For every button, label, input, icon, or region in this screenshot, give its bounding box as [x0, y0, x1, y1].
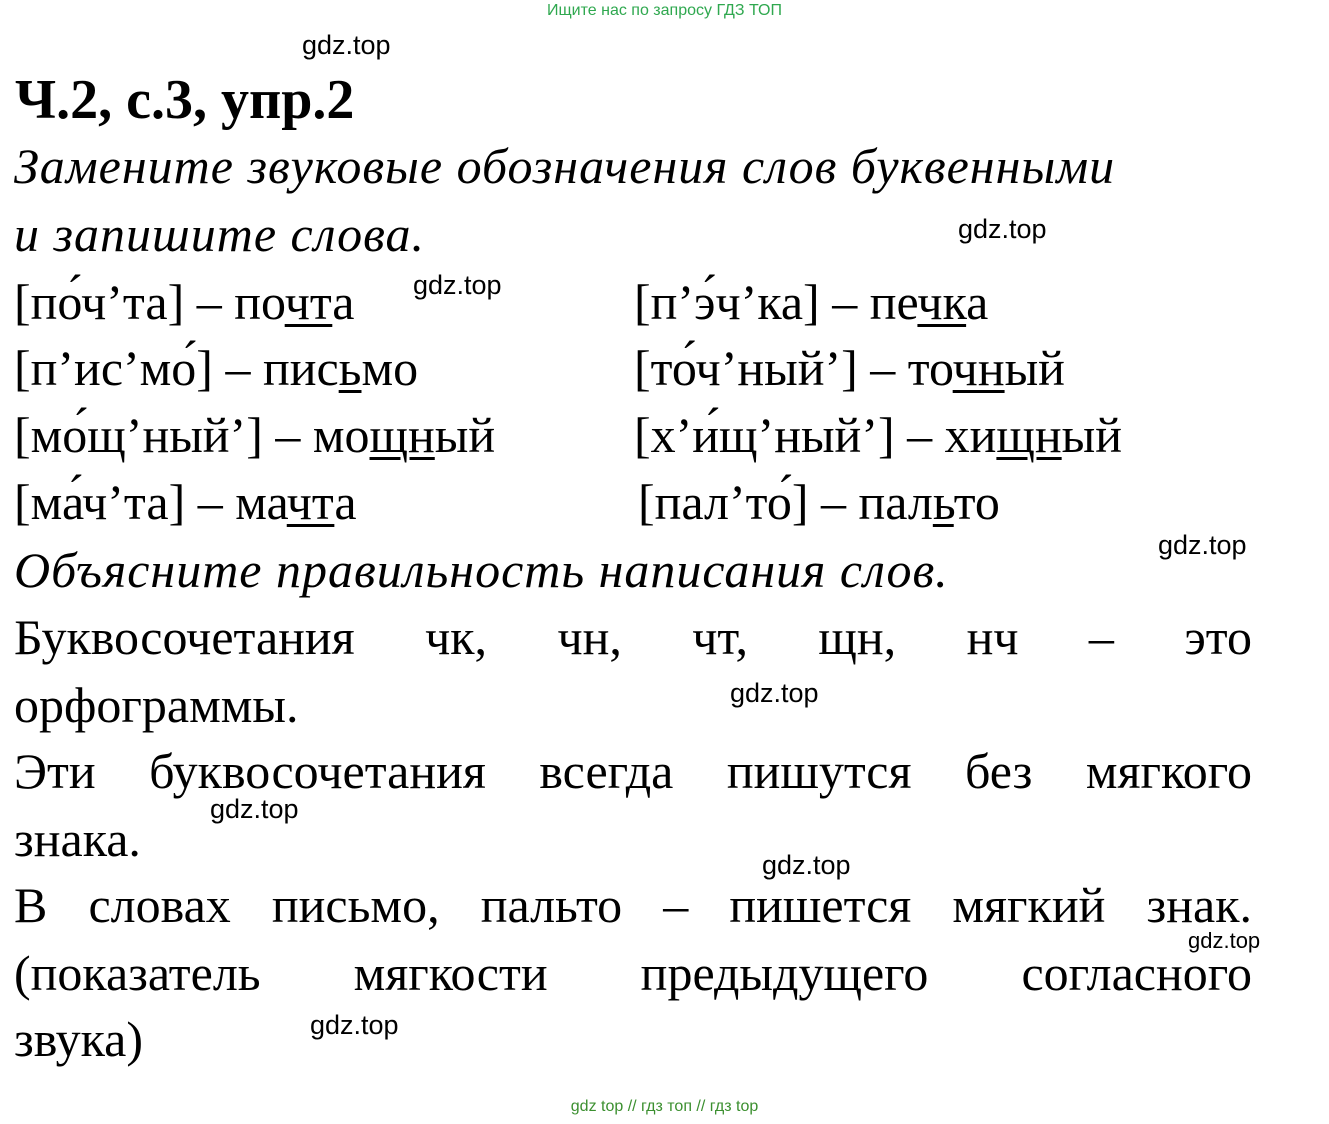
- word-pair-right-1: [634, 272, 988, 332]
- transcription: [по́ч’та]: [14, 274, 185, 330]
- answer-line: (показатель мягкости предыдущего согласного: [14, 945, 1252, 1001]
- word-pair-left-2: [14, 338, 418, 398]
- word-pair-left-4: [14, 472, 357, 532]
- dash: –: [820, 474, 846, 530]
- task-instruction-line: Объясните правильность написания слов.: [14, 542, 949, 598]
- transcription: [мо́щ’ный’]: [14, 407, 263, 463]
- watermark: gdz.top: [730, 678, 819, 708]
- dash: –: [196, 274, 222, 330]
- spelling-underline: щн: [996, 407, 1062, 463]
- word: мачта: [235, 474, 357, 530]
- watermark: gdz.top: [1188, 928, 1261, 953]
- answer-line: орфограммы.: [14, 677, 299, 733]
- task-instruction-line: и запишите слова.: [14, 206, 426, 262]
- word: печка: [869, 274, 989, 330]
- spelling-underline: ь: [338, 340, 362, 396]
- word: мощный: [312, 407, 496, 463]
- watermark: gdz.top: [1158, 530, 1247, 560]
- spelling-underline: чк: [917, 274, 967, 330]
- watermark: gdz.top: [413, 270, 502, 300]
- word-pair-right-2: [634, 338, 1065, 398]
- dash: –: [197, 474, 223, 530]
- word: хищный: [944, 407, 1123, 463]
- word: точный: [907, 340, 1065, 396]
- answer-line: В словах письмо, пальто – пишется мягкий знак.: [14, 877, 1252, 933]
- word-pair-left-1: [14, 272, 355, 332]
- exercise-title: Ч.2, с.3, упр.2: [15, 69, 355, 131]
- word-pair-left-3: [14, 405, 495, 465]
- watermark: gdz.top: [210, 794, 299, 824]
- answer-line: звука): [14, 1011, 144, 1067]
- spelling-underline: чн: [952, 340, 1005, 396]
- answer-line: знака.: [14, 811, 141, 867]
- answer-line: Буквосочетания чк, чн, чт, щн, нч – это: [14, 609, 1252, 665]
- transcription: [пал’то́]: [638, 474, 809, 530]
- word: письмо: [262, 340, 419, 396]
- spelling-underline: ь: [932, 474, 954, 530]
- word: пальто: [858, 474, 1000, 530]
- dash: –: [870, 340, 896, 396]
- word: почта: [234, 274, 355, 330]
- spelling-underline: чт: [284, 274, 333, 330]
- dash: –: [907, 407, 933, 463]
- spelling-underline: чт: [286, 474, 335, 530]
- watermark: gdz.top: [310, 1010, 399, 1040]
- watermark: gdz.top: [762, 850, 851, 880]
- dash: –: [832, 274, 858, 330]
- task-instruction-line: Замените звуковые обозначения слов буквенными: [14, 138, 1116, 194]
- word-pair-right-3: [634, 405, 1122, 465]
- transcription: [п’ис’мо́]: [14, 340, 213, 396]
- transcription: [п’э́ч’ка]: [634, 274, 820, 330]
- footer-links: gdz top // гдз топ // гдз top: [570, 1098, 759, 1115]
- transcription: [то́ч’ный’]: [634, 340, 858, 396]
- word-pair-right-4: [638, 472, 1000, 532]
- answer-line: Эти буквосочетания всегда пишутся без мягкого: [14, 743, 1252, 799]
- watermark: gdz.top: [302, 30, 391, 60]
- transcription: [х’и́щ’ный’]: [634, 407, 895, 463]
- transcription: [ма́ч’та]: [14, 474, 186, 530]
- dash: –: [225, 340, 251, 396]
- dash: –: [275, 407, 301, 463]
- spelling-underline: щн: [369, 407, 435, 463]
- watermark: gdz.top: [958, 214, 1047, 244]
- top-banner: Ищите нас по запросу ГДЗ ТОП: [547, 2, 782, 19]
